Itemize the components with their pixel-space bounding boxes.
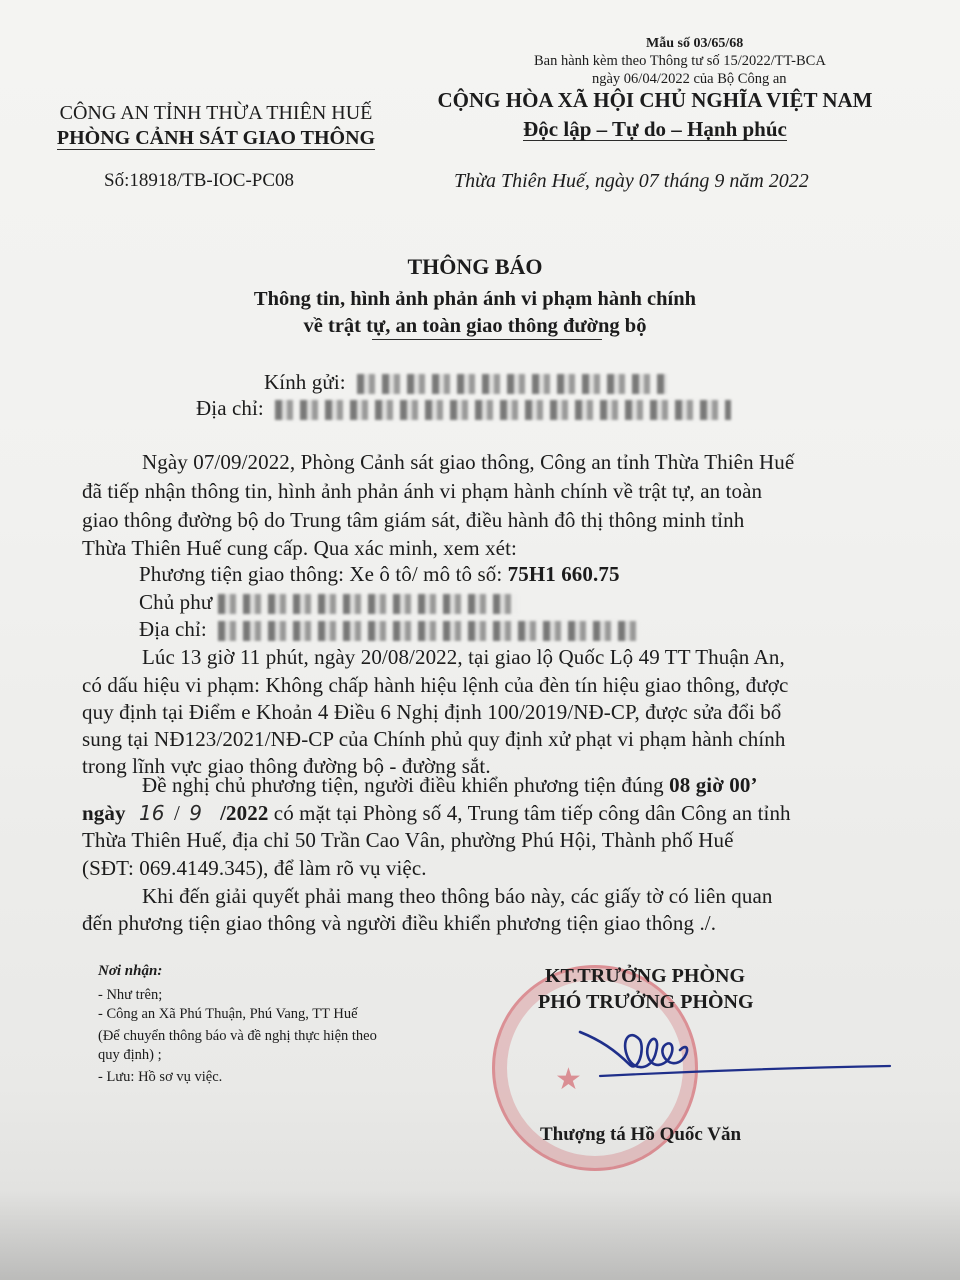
body-p3-line1: Đề nghị chủ phương tiện, người điều khiển phương tiện đúng 08 giờ 00’ <box>142 773 758 797</box>
body-p2-line2: có dấu hiệu vi phạm: Không chấp hành hiệu lệnh của đèn tín hiệu giao thông, được <box>82 673 789 697</box>
body-p3-line4: (SĐT: 069.4149.345), để làm rõ vụ việc. <box>82 856 427 880</box>
agency-name: CÔNG AN TỈNH THỪA THIÊN HUẾ <box>59 102 373 124</box>
body-p2-line1: Lúc 13 giờ 11 phút, ngày 20/08/2022, tại giao lộ Quốc Lộ 49 TT Thuận An, <box>142 645 785 669</box>
body-p3-line2: ngày 16 / 9 /2022 có mặt tại Phòng số 4, Trung tâm tiếp công dân Công an tỉnh <box>82 801 791 825</box>
body-p1-line3: giao thông đường bộ do Trung tâm giám sát, điều hành đô thị thông minh tỉnh <box>82 508 745 532</box>
handwritten-month: 9 <box>189 801 203 825</box>
redacted-recipient-address <box>275 400 731 420</box>
body-p2-line5: trong lĩnh vực giao thông đường bộ - đường sắt. <box>82 754 491 778</box>
date-label: ngày <box>82 801 126 825</box>
signer-title-2: PHÓ TRƯỞNG PHÒNG <box>538 991 754 1013</box>
form-number: Mẫu số 03/65/68 <box>646 36 744 51</box>
redacted-owner-address <box>218 621 638 641</box>
owner-line <box>139 590 518 615</box>
body-p1-line4: Thừa Thiên Huế cung cấp. Qua xác minh, xem xét: <box>82 536 517 560</box>
body-p2-line4: sung tại NĐ123/2021/NĐ-CP của Chính phủ quy định xử phạt vi phạm hành chính <box>82 727 786 751</box>
title-underline <box>372 339 602 340</box>
country-name: CỘNG HÒA XÃ HỘI CHỦ NGHĨA VIỆT NAM <box>437 88 873 112</box>
handwritten-day: 16 <box>138 801 165 825</box>
signer-title-1: KT.TRƯỞNG PHÒNG <box>545 965 745 987</box>
signer-name: Thượng tá Hồ Quốc Văn <box>540 1124 742 1145</box>
national-header <box>410 88 900 142</box>
agency-header <box>34 102 398 150</box>
body-p2-line3: quy định tại Điểm e Khoản 4 Điều 6 Nghị định 100/2019/NĐ-CP, được sửa đổi bổ <box>82 700 782 724</box>
page-subtitle-2: về trật tự, an toàn giao thông đường bộ <box>303 315 647 337</box>
vehicle-line <box>139 562 620 587</box>
redacted-recipient <box>357 374 667 394</box>
date-separator: / <box>173 801 180 825</box>
signature <box>560 1010 900 1080</box>
form-issued-date: ngày 06/04/2022 của Bộ Công an <box>592 71 787 87</box>
owner-address-line <box>139 617 638 642</box>
receivers-title: Nơi nhận: <box>98 963 163 979</box>
recipient-line <box>264 370 667 395</box>
receiver-item-2: - Công an Xã Phú Thuận, Phú Vang, TT Huế <box>98 1006 358 1022</box>
place-date: Thừa Thiên Huế, ngày 07 tháng 9 năm 2022 <box>454 170 809 192</box>
appointment-time: 08 giờ 00’ <box>669 773 758 797</box>
title-block <box>180 254 770 338</box>
document-number: Số:18918/TB-IOC-PC08 <box>104 170 295 191</box>
redacted-owner <box>218 594 518 614</box>
recipient-address-label: Địa chỉ: <box>196 396 264 420</box>
form-issued-by: Ban hành kèm theo Thông tư số 15/2022/TT-BCA <box>534 53 826 69</box>
owner-address-label: Địa chỉ: <box>139 617 207 641</box>
seal-star-icon: ★ <box>555 1063 582 1096</box>
body-p1-line2: đã tiếp nhận thông tin, hình ảnh phản ánh vi phạm hành chính về trật tự, an toàn <box>82 479 763 503</box>
receiver-item-5: - Lưu: Hồ sơ vụ việc. <box>98 1069 223 1085</box>
page-shadow <box>0 1190 960 1280</box>
recipient-address-line <box>196 396 731 421</box>
vehicle-plate: 75H1 660.75 <box>507 562 620 586</box>
receiver-item-1: - Như trên; <box>98 987 163 1003</box>
appointment-year: /2022 <box>220 801 269 825</box>
page-title: THÔNG BÁO <box>407 254 543 279</box>
motto: Độc lập – Tự do – Hạnh phúc <box>523 117 787 141</box>
owner-label: Chủ phư <box>139 590 213 614</box>
body-p1-line1: Ngày 07/09/2022, Phòng Cảnh sát giao thông, Công an tỉnh Thừa Thiên Huế <box>142 450 795 474</box>
recipient-label: Kính gửi: <box>264 370 346 394</box>
receiver-item-3: (Để chuyển thông báo và đề nghị thực hiện theo <box>98 1028 377 1044</box>
body-p4-line2: đến phương tiện giao thông và người điều khiển phương tiện giao thông ./. <box>82 911 717 935</box>
vehicle-label: Phương tiện giao thông: Xe ô tô/ mô tô số: <box>139 562 508 586</box>
receiver-item-4: quy định) ; <box>98 1047 162 1063</box>
body-p3-line3: Thừa Thiên Huế, địa chỉ 50 Trần Cao Vân, phường Phú Hội, Thành phố Huế <box>82 828 734 852</box>
page-subtitle-1: Thông tin, hình ảnh phản ánh vi phạm hành chính <box>253 288 697 310</box>
department-name: PHÒNG CẢNH SÁT GIAO THÔNG <box>56 127 376 149</box>
body-p4-line1: Khi đến giải quyết phải mang theo thông báo này, các giấy tờ có liên quan <box>142 884 773 908</box>
